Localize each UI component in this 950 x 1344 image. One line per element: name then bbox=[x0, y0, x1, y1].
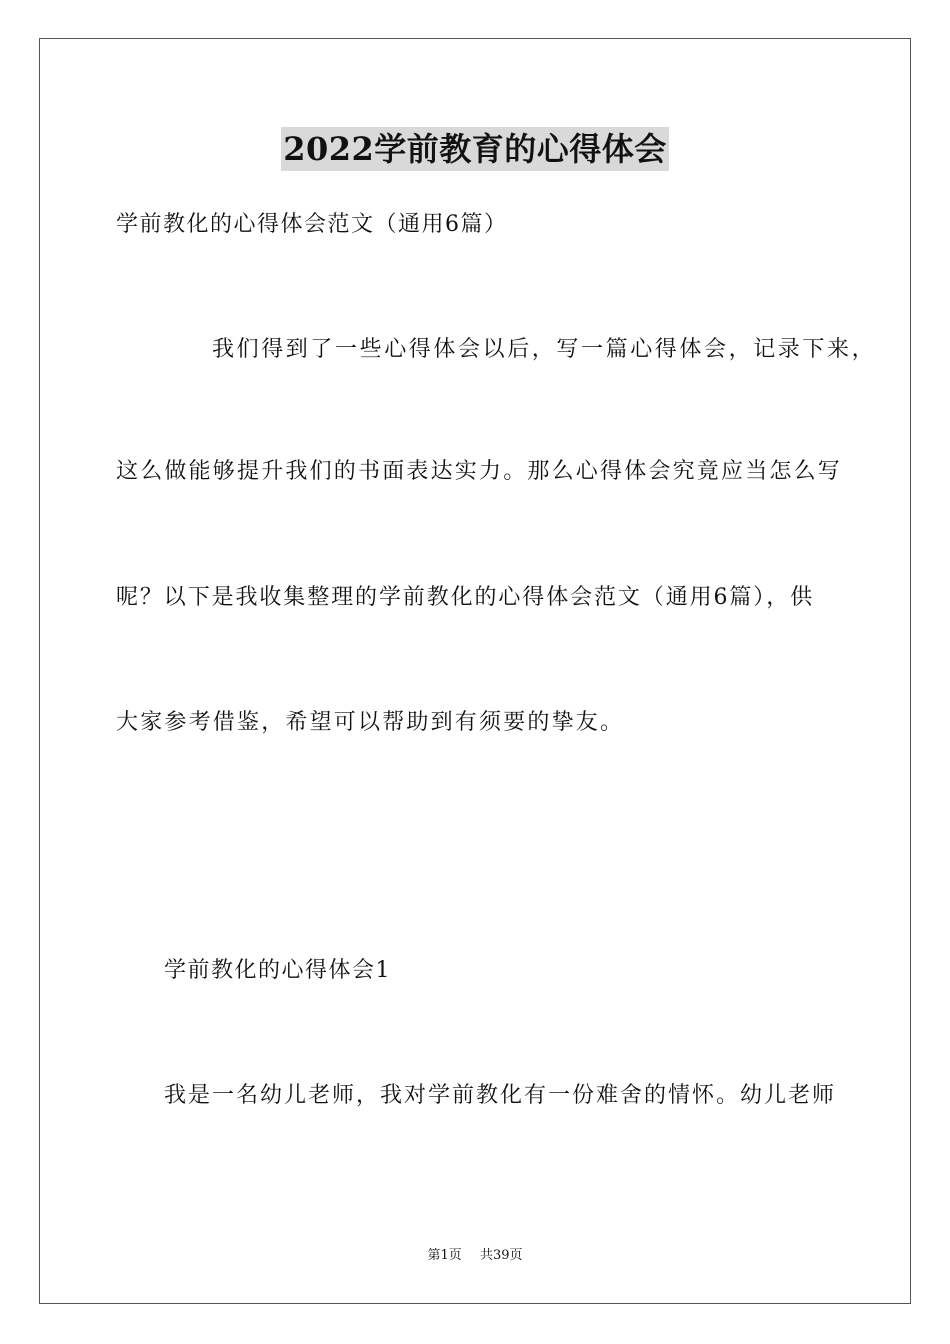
page-total: 共39页 bbox=[479, 1248, 523, 1263]
document-title: 2022学前教育的心得体会 bbox=[281, 127, 669, 171]
title-container bbox=[0, 127, 950, 171]
paragraph-line: 大家参考借鉴，希望可以帮助到有须要的挚友。 bbox=[116, 710, 625, 735]
page-footer bbox=[0, 1247, 950, 1265]
section-paragraph-line: 我是一名幼儿老师，我对学前教化有一份难舍的情怀。幼儿老师 bbox=[164, 1083, 837, 1108]
page-number: 第1页 bbox=[427, 1248, 462, 1263]
section-heading: 学前教化的心得体会1 bbox=[164, 958, 391, 983]
paragraph-line: 这么做能够提升我们的书面表达实力。那么心得体会究竟应当怎么写 bbox=[116, 459, 843, 484]
paragraph-line: 呢？以下是我收集整理的学前教化的心得体会范文（通用6篇），供 bbox=[116, 585, 814, 610]
paragraph-line: 我们得到了一些心得体会以后，写一篇心得体会，记录下来， bbox=[212, 337, 877, 362]
document-subtitle: 学前教化的心得体会范文（通用6篇） bbox=[116, 212, 508, 237]
